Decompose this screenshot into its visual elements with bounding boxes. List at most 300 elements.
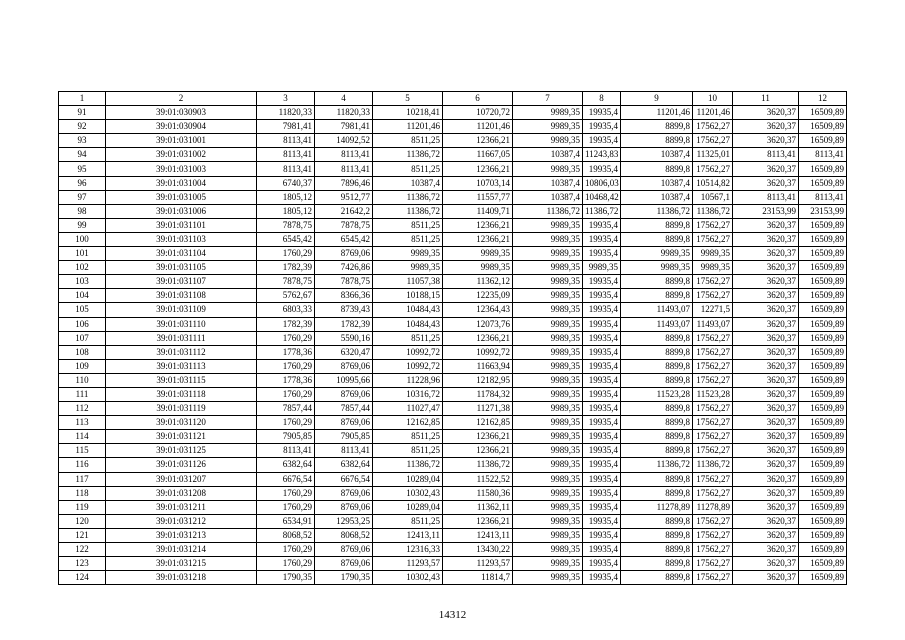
- value-cell: 12366,21: [443, 162, 513, 176]
- row-number-cell: 91: [59, 106, 106, 120]
- value-cell: 11228,96: [373, 373, 443, 387]
- value-cell: 16509,89: [799, 402, 847, 416]
- table-row: [59, 275, 847, 289]
- value-cell: 19935,4: [583, 247, 621, 261]
- value-cell: 10218,41: [373, 106, 443, 120]
- cadastral-number-cell: 39:01:031103: [106, 232, 257, 246]
- value-cell: 16509,89: [799, 218, 847, 232]
- value-cell: 9989,35: [513, 514, 583, 528]
- value-cell: 1805,12: [257, 204, 315, 218]
- value-cell: 17562,27: [693, 557, 733, 571]
- value-cell: 16509,89: [799, 543, 847, 557]
- value-cell: 9989,35: [513, 500, 583, 514]
- value-cell: 11293,57: [373, 557, 443, 571]
- value-cell: 17562,27: [693, 120, 733, 134]
- cadastral-number-cell: 39:01:031126: [106, 458, 257, 472]
- value-cell: 7981,41: [315, 120, 373, 134]
- value-cell: 8113,41: [315, 444, 373, 458]
- value-cell: 16509,89: [799, 247, 847, 261]
- value-cell: 8113,41: [733, 148, 799, 162]
- value-cell: 10387,4: [513, 148, 583, 162]
- value-cell: 11820,33: [315, 106, 373, 120]
- value-cell: 3620,37: [733, 162, 799, 176]
- value-cell: 8899,8: [621, 359, 693, 373]
- value-cell: 9989,35: [513, 359, 583, 373]
- value-cell: 9989,35: [513, 557, 583, 571]
- value-cell: 9989,35: [513, 275, 583, 289]
- value-cell: 3620,37: [733, 416, 799, 430]
- value-cell: 12413,11: [373, 528, 443, 542]
- value-cell: 11522,52: [443, 472, 513, 486]
- value-cell: 8899,8: [621, 430, 693, 444]
- value-cell: 3620,37: [733, 289, 799, 303]
- row-number-cell: 117: [59, 472, 106, 486]
- value-cell: 3620,37: [733, 331, 799, 345]
- table-row: [59, 331, 847, 345]
- cadastral-number-cell: 39:01:031208: [106, 486, 257, 500]
- value-cell: 19935,4: [583, 402, 621, 416]
- cadastral-number-cell: 39:01:030903: [106, 106, 257, 120]
- value-cell: 1760,29: [257, 359, 315, 373]
- value-cell: 9989,35: [513, 303, 583, 317]
- value-cell: 11386,72: [513, 204, 583, 218]
- value-cell: 17562,27: [693, 416, 733, 430]
- value-cell: 11557,77: [443, 190, 513, 204]
- value-cell: 19935,4: [583, 345, 621, 359]
- value-cell: 3620,37: [733, 134, 799, 148]
- cadastral-number-cell: 39:01:031211: [106, 500, 257, 514]
- column-header-10: 10: [693, 92, 733, 106]
- value-cell: 11201,46: [443, 120, 513, 134]
- value-cell: 16509,89: [799, 373, 847, 387]
- value-cell: 9989,35: [443, 261, 513, 275]
- column-header-2: 2: [106, 92, 257, 106]
- cadastral-number-cell: 39:01:031119: [106, 402, 257, 416]
- value-cell: 11278,89: [621, 500, 693, 514]
- value-cell: 10302,43: [373, 571, 443, 585]
- value-cell: 16509,89: [799, 514, 847, 528]
- value-cell: 8366,36: [315, 289, 373, 303]
- column-header-6: 6: [443, 92, 513, 106]
- value-cell: 8113,41: [315, 162, 373, 176]
- value-cell: 11580,36: [443, 486, 513, 500]
- table-row: [59, 514, 847, 528]
- table-row: [59, 444, 847, 458]
- value-cell: 8068,52: [315, 528, 373, 542]
- value-cell: 16509,89: [799, 571, 847, 585]
- value-cell: 1760,29: [257, 387, 315, 401]
- cadastral-number-cell: 39:01:031113: [106, 359, 257, 373]
- value-cell: 10387,4: [621, 148, 693, 162]
- value-cell: 11386,72: [693, 204, 733, 218]
- table-row: [59, 120, 847, 134]
- table-row: [59, 543, 847, 557]
- value-cell: 10387,4: [513, 190, 583, 204]
- table-row: [59, 500, 847, 514]
- value-cell: 8769,06: [315, 416, 373, 430]
- value-cell: 19935,4: [583, 444, 621, 458]
- value-cell: 8769,06: [315, 486, 373, 500]
- page-number: 14312: [438, 609, 467, 621]
- value-cell: 9989,35: [693, 247, 733, 261]
- value-cell: 11201,46: [621, 106, 693, 120]
- value-cell: 9989,35: [513, 458, 583, 472]
- row-number-cell: 113: [59, 416, 106, 430]
- row-number-cell: 106: [59, 317, 106, 331]
- value-cell: 8899,8: [621, 571, 693, 585]
- table-row: [59, 303, 847, 317]
- cadastral-number-cell: 39:01:031110: [106, 317, 257, 331]
- table-row: [59, 359, 847, 373]
- cadastral-number-cell: 39:01:031214: [106, 543, 257, 557]
- cadastral-number-cell: 39:01:031111: [106, 331, 257, 345]
- value-cell: 3620,37: [733, 528, 799, 542]
- value-cell: 12162,85: [443, 416, 513, 430]
- value-cell: 3620,37: [733, 430, 799, 444]
- value-cell: 12366,21: [443, 430, 513, 444]
- value-cell: 7426,86: [315, 261, 373, 275]
- value-cell: 19935,4: [583, 317, 621, 331]
- value-cell: 7896,46: [315, 176, 373, 190]
- value-cell: 10703,14: [443, 176, 513, 190]
- value-cell: 8899,8: [621, 275, 693, 289]
- value-cell: 1778,36: [257, 345, 315, 359]
- row-number-cell: 124: [59, 571, 106, 585]
- value-cell: 19935,4: [583, 458, 621, 472]
- cadastral-number-cell: 39:01:031215: [106, 557, 257, 571]
- value-cell: 9989,35: [513, 345, 583, 359]
- value-cell: 17562,27: [693, 345, 733, 359]
- value-cell: 1805,12: [257, 190, 315, 204]
- value-cell: 8511,25: [373, 331, 443, 345]
- column-header-4: 4: [315, 92, 373, 106]
- cadastral-number-cell: 39:01:031213: [106, 528, 257, 542]
- value-cell: 9989,35: [513, 120, 583, 134]
- value-cell: 8113,41: [315, 148, 373, 162]
- table-row: [59, 486, 847, 500]
- table-row: [59, 247, 847, 261]
- value-cell: 7857,44: [315, 402, 373, 416]
- value-cell: 9989,35: [513, 486, 583, 500]
- value-cell: 9989,35: [513, 331, 583, 345]
- value-cell: 8899,8: [621, 444, 693, 458]
- value-cell: 6382,64: [257, 458, 315, 472]
- value-cell: 17562,27: [693, 571, 733, 585]
- cadastral-number-cell: 39:01:031109: [106, 303, 257, 317]
- value-cell: 6382,64: [315, 458, 373, 472]
- value-cell: 11027,47: [373, 402, 443, 416]
- value-cell: 3620,37: [733, 557, 799, 571]
- value-cell: 19935,4: [583, 120, 621, 134]
- value-cell: 12366,21: [443, 218, 513, 232]
- value-cell: 8113,41: [799, 190, 847, 204]
- value-cell: 19935,4: [583, 373, 621, 387]
- value-cell: 12182,95: [443, 373, 513, 387]
- value-cell: 8899,8: [621, 120, 693, 134]
- value-cell: 9989,35: [513, 387, 583, 401]
- table-row: [59, 528, 847, 542]
- value-cell: 1760,29: [257, 543, 315, 557]
- value-cell: 16509,89: [799, 275, 847, 289]
- value-cell: 11201,46: [693, 106, 733, 120]
- value-cell: 12316,33: [373, 543, 443, 557]
- cadastral-number-cell: 39:01:031207: [106, 472, 257, 486]
- cadastral-number-cell: 39:01:031005: [106, 190, 257, 204]
- row-number-cell: 100: [59, 232, 106, 246]
- cadastral-number-cell: 39:01:031108: [106, 289, 257, 303]
- value-cell: 8769,06: [315, 500, 373, 514]
- table-row: [59, 416, 847, 430]
- value-cell: 9989,35: [513, 106, 583, 120]
- value-cell: 9989,35: [373, 247, 443, 261]
- value-cell: 10302,43: [373, 486, 443, 500]
- cadastral-number-cell: 39:01:031120: [106, 416, 257, 430]
- table-row: [59, 472, 847, 486]
- value-cell: 16509,89: [799, 331, 847, 345]
- value-cell: 1760,29: [257, 331, 315, 345]
- value-cell: 10514,82: [693, 176, 733, 190]
- value-cell: 9989,35: [513, 373, 583, 387]
- value-cell: 8899,8: [621, 373, 693, 387]
- value-cell: 7878,75: [257, 275, 315, 289]
- value-cell: 8899,8: [621, 232, 693, 246]
- value-cell: 9989,35: [513, 416, 583, 430]
- cadastral-number-cell: 39:01:031104: [106, 247, 257, 261]
- row-number-cell: 105: [59, 303, 106, 317]
- value-cell: 16509,89: [799, 486, 847, 500]
- row-number-cell: 120: [59, 514, 106, 528]
- value-cell: 3620,37: [733, 543, 799, 557]
- row-number-cell: 122: [59, 543, 106, 557]
- table-row: [59, 190, 847, 204]
- value-cell: 16509,89: [799, 444, 847, 458]
- value-cell: 9989,35: [513, 261, 583, 275]
- value-cell: 12366,21: [443, 444, 513, 458]
- value-cell: 3620,37: [733, 218, 799, 232]
- value-cell: 10806,03: [583, 176, 621, 190]
- value-cell: 8899,8: [621, 162, 693, 176]
- value-cell: 3620,37: [733, 303, 799, 317]
- column-header-12: 12: [799, 92, 847, 106]
- value-cell: 12162,85: [373, 416, 443, 430]
- value-cell: 9989,35: [443, 247, 513, 261]
- value-cell: 8899,8: [621, 134, 693, 148]
- row-number-cell: 95: [59, 162, 106, 176]
- value-cell: 17562,27: [693, 430, 733, 444]
- value-cell: 23153,99: [799, 204, 847, 218]
- value-cell: 16509,89: [799, 289, 847, 303]
- value-cell: 3620,37: [733, 345, 799, 359]
- data-table: [58, 91, 847, 585]
- value-cell: 19935,4: [583, 232, 621, 246]
- value-cell: 16509,89: [799, 134, 847, 148]
- row-number-cell: 111: [59, 387, 106, 401]
- value-cell: 8769,06: [315, 387, 373, 401]
- value-cell: 8511,25: [373, 430, 443, 444]
- value-cell: 8113,41: [257, 148, 315, 162]
- value-cell: 8511,25: [373, 444, 443, 458]
- value-cell: 8769,06: [315, 543, 373, 557]
- value-cell: 10316,72: [373, 387, 443, 401]
- value-cell: 10992,72: [443, 345, 513, 359]
- table-row: [59, 204, 847, 218]
- value-cell: 3620,37: [733, 247, 799, 261]
- value-cell: 3620,37: [733, 261, 799, 275]
- value-cell: 17562,27: [693, 514, 733, 528]
- value-cell: 7905,85: [257, 430, 315, 444]
- value-cell: 8899,8: [621, 543, 693, 557]
- value-cell: 17562,27: [693, 289, 733, 303]
- value-cell: 17562,27: [693, 275, 733, 289]
- value-cell: 10484,43: [373, 303, 443, 317]
- value-cell: 1760,29: [257, 416, 315, 430]
- value-cell: 21642,2: [315, 204, 373, 218]
- column-header-8: 8: [583, 92, 621, 106]
- value-cell: 19935,4: [583, 331, 621, 345]
- value-cell: 8113,41: [257, 134, 315, 148]
- value-cell: 16509,89: [799, 162, 847, 176]
- value-cell: 12366,21: [443, 331, 513, 345]
- value-cell: 19935,4: [583, 162, 621, 176]
- value-cell: 11820,33: [257, 106, 315, 120]
- value-cell: 3620,37: [733, 571, 799, 585]
- value-cell: 16509,89: [799, 557, 847, 571]
- value-cell: 19935,4: [583, 557, 621, 571]
- value-cell: 16509,89: [799, 176, 847, 190]
- value-cell: 14092,52: [315, 134, 373, 148]
- row-number-cell: 94: [59, 148, 106, 162]
- value-cell: 8769,06: [315, 359, 373, 373]
- value-cell: 17562,27: [693, 543, 733, 557]
- value-cell: 3620,37: [733, 232, 799, 246]
- row-number-cell: 92: [59, 120, 106, 134]
- value-cell: 17562,27: [693, 331, 733, 345]
- table-row: [59, 176, 847, 190]
- row-number-cell: 121: [59, 528, 106, 542]
- value-cell: 11386,72: [373, 204, 443, 218]
- value-cell: 19935,4: [583, 500, 621, 514]
- value-cell: 7981,41: [257, 120, 315, 134]
- value-cell: 10387,4: [373, 176, 443, 190]
- row-number-cell: 115: [59, 444, 106, 458]
- column-header-5: 5: [373, 92, 443, 106]
- value-cell: 8113,41: [257, 162, 315, 176]
- row-number-cell: 123: [59, 557, 106, 571]
- value-cell: 10992,72: [373, 359, 443, 373]
- table-row: [59, 148, 847, 162]
- value-cell: 11278,89: [693, 500, 733, 514]
- value-cell: 8769,06: [315, 557, 373, 571]
- value-cell: 11325,01: [693, 148, 733, 162]
- value-cell: 11814,7: [443, 571, 513, 585]
- value-cell: 11523,28: [621, 387, 693, 401]
- value-cell: 19935,4: [583, 543, 621, 557]
- value-cell: 9989,35: [513, 289, 583, 303]
- table-header: [59, 92, 847, 106]
- value-cell: 11362,12: [443, 275, 513, 289]
- table-row: [59, 458, 847, 472]
- cadastral-number-cell: 39:01:031002: [106, 148, 257, 162]
- value-cell: 1790,35: [315, 571, 373, 585]
- value-cell: 8899,8: [621, 528, 693, 542]
- table-row: [59, 430, 847, 444]
- value-cell: 3620,37: [733, 106, 799, 120]
- value-cell: 16509,89: [799, 106, 847, 120]
- value-cell: 6534,91: [257, 514, 315, 528]
- value-cell: 10468,42: [583, 190, 621, 204]
- value-cell: 11386,72: [693, 458, 733, 472]
- cadastral-number-cell: 39:01:031212: [106, 514, 257, 528]
- value-cell: 7905,85: [315, 430, 373, 444]
- value-cell: 8113,41: [799, 148, 847, 162]
- value-cell: 7857,44: [257, 402, 315, 416]
- value-cell: 10188,15: [373, 289, 443, 303]
- row-number-cell: 116: [59, 458, 106, 472]
- value-cell: 10995,66: [315, 373, 373, 387]
- value-cell: 19935,4: [583, 275, 621, 289]
- value-cell: 9989,35: [513, 444, 583, 458]
- value-cell: 1782,39: [257, 261, 315, 275]
- value-cell: 11493,07: [621, 303, 693, 317]
- table-row: [59, 218, 847, 232]
- value-cell: 8113,41: [257, 444, 315, 458]
- value-cell: 8511,25: [373, 134, 443, 148]
- cadastral-number-cell: 39:01:031125: [106, 444, 257, 458]
- table-row: [59, 557, 847, 571]
- cadastral-number-cell: 39:01:031004: [106, 176, 257, 190]
- value-cell: 7878,75: [257, 218, 315, 232]
- value-cell: 11293,57: [443, 557, 513, 571]
- value-cell: 3620,37: [733, 486, 799, 500]
- table-row: [59, 134, 847, 148]
- row-number-cell: 109: [59, 359, 106, 373]
- table-row: [59, 162, 847, 176]
- value-cell: 8068,52: [257, 528, 315, 542]
- value-cell: 11663,94: [443, 359, 513, 373]
- table-row: [59, 345, 847, 359]
- value-cell: 16509,89: [799, 261, 847, 275]
- value-cell: 7878,75: [315, 275, 373, 289]
- value-cell: 11493,07: [693, 317, 733, 331]
- value-cell: 8511,25: [373, 232, 443, 246]
- value-cell: 9989,35: [513, 528, 583, 542]
- value-cell: 11362,11: [443, 500, 513, 514]
- column-header-7: 7: [513, 92, 583, 106]
- value-cell: 6676,54: [257, 472, 315, 486]
- value-cell: 3620,37: [733, 514, 799, 528]
- value-cell: 16509,89: [799, 430, 847, 444]
- table-row: [59, 261, 847, 275]
- value-cell: 10387,4: [513, 176, 583, 190]
- value-cell: 16509,89: [799, 500, 847, 514]
- value-cell: 10289,04: [373, 500, 443, 514]
- table-row: [59, 571, 847, 585]
- value-cell: 11386,72: [443, 458, 513, 472]
- value-cell: 16509,89: [799, 345, 847, 359]
- value-cell: 8899,8: [621, 345, 693, 359]
- value-cell: 3620,37: [733, 359, 799, 373]
- value-cell: 16509,89: [799, 416, 847, 430]
- value-cell: 9989,35: [513, 430, 583, 444]
- column-header-11: 11: [733, 92, 799, 106]
- value-cell: 11386,72: [373, 190, 443, 204]
- value-cell: 17562,27: [693, 444, 733, 458]
- value-cell: 17562,27: [693, 218, 733, 232]
- value-cell: 3620,37: [733, 373, 799, 387]
- value-cell: 10387,4: [621, 176, 693, 190]
- row-number-cell: 96: [59, 176, 106, 190]
- value-cell: 17562,27: [693, 472, 733, 486]
